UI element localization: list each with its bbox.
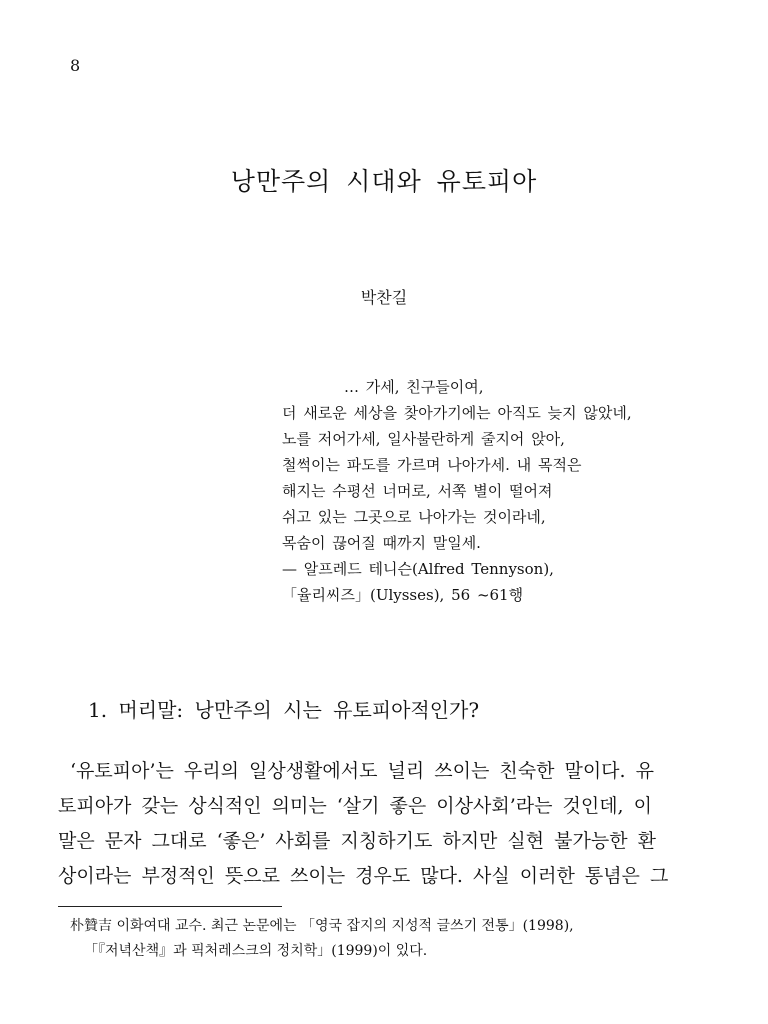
epigraph-attribution: — 알프레드 테니슨(Alfred Tennyson),: [282, 560, 554, 578]
epigraph-line: … 가세, 친구들이여,: [344, 378, 484, 396]
footnote-line: 朴贊吉 이화여대 교수. 최근 논문에는 「영국 잡지의 지성적 글쓰기 전통」(1998),: [70, 918, 574, 934]
body-paragraph: [58, 754, 710, 894]
epigraph-source: 「율리씨즈」(Ulysses), 56 ~61행: [282, 586, 524, 604]
body-line: 말은 문자 그대로 ‘좋은’ 사회를 지칭하기도 하지만 실현 불가능한 환: [58, 830, 656, 852]
section-heading: 1. 머리말: 낭만주의 시는 유토피아적인가?: [88, 698, 480, 722]
epigraph-line: 철썩이는 파도를 가르며 나아가세. 내 목적은: [282, 456, 582, 474]
epigraph-line: 쉬고 있는 그곳으로 나아가는 것이라네,: [282, 508, 546, 526]
article-title: 낭만주의 시대와 유토피아: [230, 167, 538, 196]
footnote-divider: [58, 906, 282, 907]
epigraph-line: 목숨이 끊어질 때까지 말일세.: [282, 534, 481, 552]
body-line: 토피아가 갖는 상식적인 의미는 ‘살기 좋은 이상사회’라는 것인데, 이: [58, 795, 652, 817]
footnote: [70, 914, 720, 964]
footnote-line: 「『저녁산책』과 픽처레스크의 정치학」(1999)이 있다.: [84, 943, 428, 959]
epigraph-line: 해지는 수평선 너머로, 서쪽 별이 떨어져: [282, 482, 553, 500]
body-line: ‘유토피아’는 우리의 일상생활에서도 널리 쓰이는 친숙한 말이다. 유: [70, 760, 654, 782]
epigraph: [282, 374, 722, 608]
epigraph-line: 더 새로운 세상을 찾아가기에는 아직도 늦지 않았네,: [282, 404, 632, 422]
body-line: 상이라는 부정적인 뜻으로 쓰이는 경우도 많다. 사실 이러한 통념은 그: [58, 865, 669, 887]
page-number: 8: [70, 56, 81, 75]
epigraph-line: 노를 저어가세, 일사불란하게 줄지어 앉아,: [282, 430, 565, 448]
article-author: 박찬길: [360, 288, 408, 307]
